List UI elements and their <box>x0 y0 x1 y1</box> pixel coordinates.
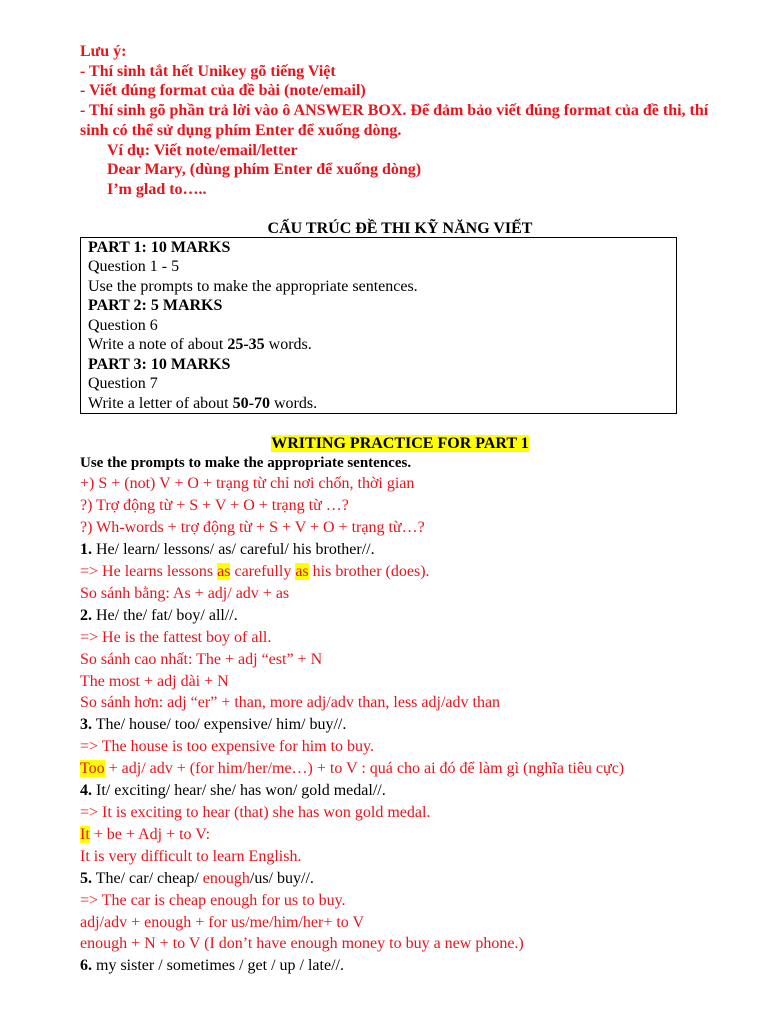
part3-desc <box>88 394 676 414</box>
question-number: 1. <box>80 541 92 559</box>
answer-text: carefully <box>230 563 296 581</box>
answer-text: his brother (does). <box>308 563 430 581</box>
question-prompt: my sister / sometimes / get / up / late//. <box>92 957 344 975</box>
answer-text: => He learns lessons <box>80 563 218 581</box>
part3-question: Question 7 <box>88 375 158 393</box>
question-prompt: The/ car/ cheap/ <box>92 869 203 887</box>
example-line: I’m glad to….. <box>107 180 207 198</box>
rule-text: + be + Adj + to V: <box>89 825 211 843</box>
part3-desc-end: words. <box>269 394 318 412</box>
answer-3: => The house is too expensive for him to buy. <box>80 738 375 756</box>
rule-text: + adj/ adv + (for him/her/me…) + to V : quá cho ai đó để làm gì (nghĩa tiêu cực) <box>104 760 625 778</box>
highlight-as: as <box>295 563 309 581</box>
notes-section <box>80 42 720 200</box>
part2-desc-end: words. <box>264 336 312 354</box>
formula-line: ?) Wh-words + trợ động từ + S + V + O + trạng từ…? <box>80 519 425 537</box>
formula-line: ?) Trợ động từ + S + V + O + trạng từ …? <box>80 497 349 515</box>
practice-title: WRITING PRACTICE FOR PART 1 <box>271 435 529 453</box>
question-prompt: He/ the/ fat/ boy/ all//. <box>92 606 238 624</box>
highlight-as: as <box>217 563 231 581</box>
note-line: - Viết đúng format của đề bài (note/email) <box>80 82 366 100</box>
question-prompt: The/ house/ too/ expensive/ him/ buy//. <box>92 716 347 734</box>
question-5 <box>80 868 720 890</box>
note-line: - Thí sinh tắt hết Unikey gõ tiếng Việt <box>80 62 336 80</box>
rule-line <box>80 824 720 846</box>
notes-title: Lưu ý: <box>80 43 127 60</box>
answer-4: => It is exciting to hear (that) she has won gold medal. <box>80 804 431 821</box>
example-line: Dear Mary, (dùng phím Enter để xuống dòng) <box>107 161 422 179</box>
example-sentence: It is very difficult to learn English. <box>80 847 302 865</box>
question-prompt: He/ learn/ lessons/ as/ careful/ his brother//. <box>92 541 375 559</box>
part2-desc-text: Write a note of about <box>88 336 228 354</box>
part1-desc: Use the prompts to make the appropriate sentences. <box>88 277 418 295</box>
question-4 <box>80 780 720 802</box>
practice-instruction: Use the prompts to make the appropriate sentences. <box>80 455 412 472</box>
part2-title: PART 2: 5 MARKS <box>88 297 223 315</box>
rule-line <box>80 758 720 780</box>
structure-box <box>80 237 677 415</box>
question-number: 2. <box>80 606 92 624</box>
note-line: - Thí sinh gõ phần trả lời vào ô ANSWER BOX. Để đảm bảo viết đúng format của đề thi, thí sinh có thể sử dụng phím Enter để xuống dòng. <box>80 102 709 139</box>
question-number: 5. <box>80 869 92 887</box>
answer-1 <box>80 561 720 583</box>
rule-line: adj/adv + enough + for us/me/him/her+ to V <box>80 913 365 931</box>
question-2 <box>80 605 720 627</box>
rule-line: So sánh hơn: adj “er” + than, more adj/adv than, less adj/adv than <box>80 694 501 712</box>
practice-title-wrap <box>80 434 720 454</box>
question-1 <box>80 539 720 561</box>
keyword-enough: enough <box>202 869 250 887</box>
part1-title: PART 1: 10 MARKS <box>88 238 231 256</box>
part3-title: PART 3: 10 MARKS <box>88 355 231 373</box>
document-page <box>80 42 720 977</box>
rule-line: The most + adj dài + N <box>80 672 229 690</box>
part3-desc-text: Write a letter of about <box>88 394 233 412</box>
question-3 <box>80 714 720 736</box>
question-prompt: /us/ buy//. <box>249 869 314 887</box>
question-number: 3. <box>80 716 92 734</box>
question-number: 6. <box>80 957 92 975</box>
answer-2: => He is the fattest boy of all. <box>80 628 272 646</box>
answer-5: => The car is cheap enough for us to buy. <box>80 891 346 909</box>
question-6 <box>80 955 720 977</box>
rule-line: So sánh bằng: As + adj/ adv + as <box>80 584 290 602</box>
part1-question: Question 1 - 5 <box>88 258 180 276</box>
formula-line: +) S + (not) V + O + trạng từ chỉ nơi chốn, thời gian <box>80 475 415 493</box>
highlight-it: It <box>80 825 90 843</box>
highlight-too: Too <box>80 760 105 778</box>
structure-heading: CẤU TRÚC ĐỀ THI KỸ NĂNG VIẾT <box>267 219 533 237</box>
question-prompt: It/ exciting/ hear/ she/ has won/ gold medal//. <box>92 782 386 800</box>
question-number: 4. <box>80 782 92 800</box>
part2-desc <box>88 335 676 355</box>
rule-line: enough + N + to V (I don’t have enough money to buy a new phone.) <box>80 935 524 953</box>
example-line: Ví dụ: Viết note/email/letter <box>107 141 298 159</box>
part2-question: Question 6 <box>88 316 158 334</box>
part2-word-count: 25-35 <box>227 336 265 354</box>
rule-line: So sánh cao nhất: The + adj “est” + N <box>80 650 323 668</box>
part3-word-count: 50-70 <box>232 394 270 412</box>
